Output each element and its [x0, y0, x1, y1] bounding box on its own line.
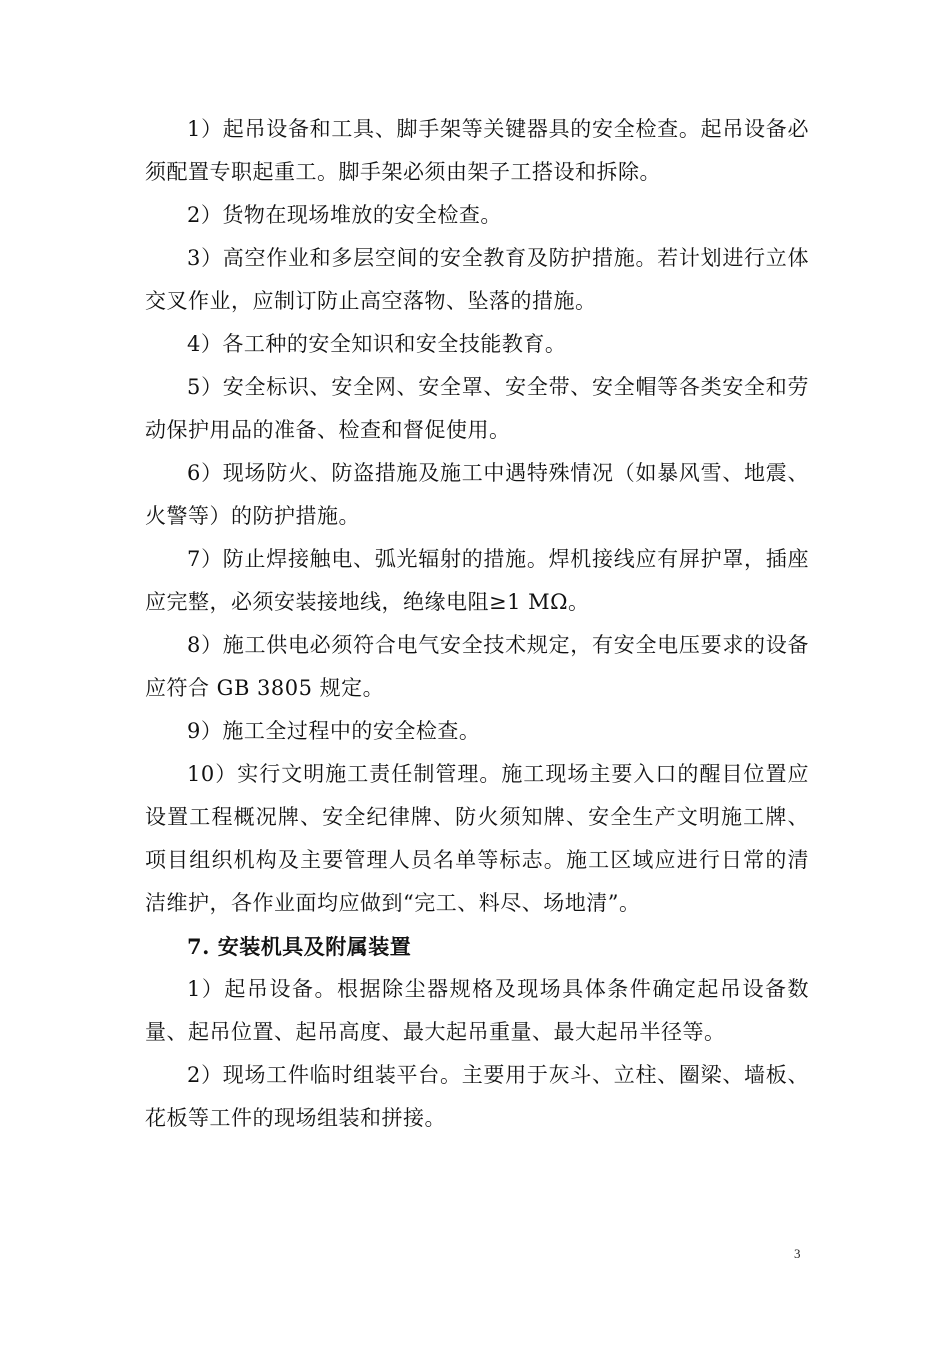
paragraph-item-7: 7）防止焊接触电、弧光辐射的措施。焊机接线应有屏护罩，插座应完整，必须安装接地线，绝缘电阻≥1 MΩ。 — [145, 547, 809, 614]
paragraph-item-8: 8）施工供电必须符合电气安全技术规定，有安全电压要求的设备应符合 GB 3805 规定。 — [145, 633, 809, 700]
paragraph-item-4: 4）各工种的安全知识和安全技能教育。 — [187, 332, 567, 356]
paragraph-item-9: 9）施工全过程中的安全检查。 — [187, 719, 481, 743]
document-body — [145, 108, 809, 1140]
paragraph-item-2: 2）货物在现场堆放的安全检查。 — [187, 203, 502, 227]
section-heading: 7. 安装机具及附属装置 — [187, 934, 412, 959]
section-paragraph-2: 2）现场工件临时组装平台。主要用于灰斗、立柱、圈梁、墙板、花板等工件的现场组装和拼接。 — [145, 1063, 809, 1130]
paragraph-item-6: 6）现场防火、防盗措施及施工中遇特殊情况（如暴风雪、地震、火警等）的防护措施。 — [145, 461, 809, 528]
paragraph-item-5: 5）安全标识、安全网、安全罩、安全带、安全帽等各类安全和劳动保护用品的准备、检查和督促使用。 — [145, 375, 809, 442]
page-number: 3 — [794, 1246, 801, 1261]
paragraph-item-3: 3）高空作业和多层空间的安全教育及防护措施。若计划进行立体交叉作业，应制订防止高空落物、坠落的措施。 — [145, 246, 809, 313]
paragraph-item-1: 1）起吊设备和工具、脚手架等关键器具的安全检查。起吊设备必须配置专职起重工。脚手架必须由架子工搭设和拆除。 — [145, 117, 809, 184]
section-paragraph-1: 1）起吊设备。根据除尘器规格及现场具体条件确定起吊设备数量、起吊位置、起吊高度、最大起吊重量、最大起吊半径等。 — [145, 977, 809, 1044]
paragraph-item-10: 10）实行文明施工责任制管理。施工现场主要入口的醒目位置应设置工程概况牌、安全纪律牌、防火须知牌、安全生产文明施工牌、项目组织机构及主要管理人员名单等标志。施工区域应进行日常的清洁维护，各作业面均应做到“完工、料尽、场地清”。 — [145, 762, 809, 915]
